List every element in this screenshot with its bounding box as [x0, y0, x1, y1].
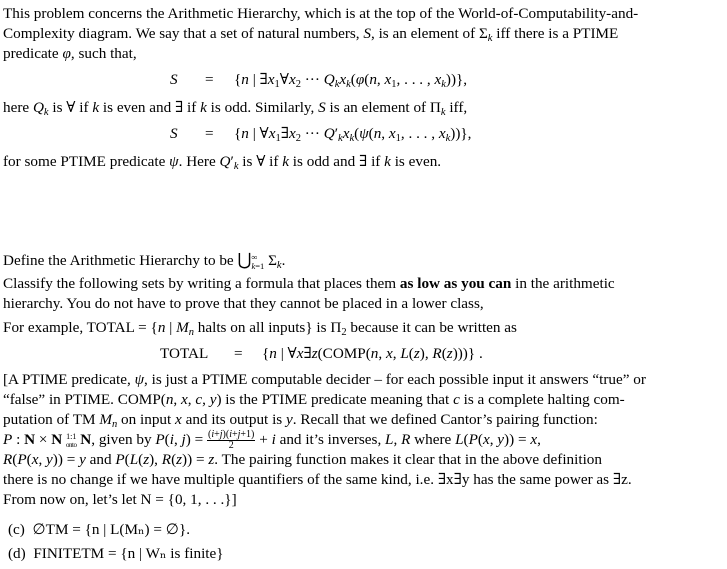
- total-eq-lhs: TOTAL: [160, 345, 209, 362]
- note-line-5: R(P(x, y)) = y and P(L(z), R(z)) = z. The pairing function makes it clear that in the above definition: [3, 451, 602, 468]
- note-line-2: “false” in PTIME. COMP(n, x, c, y) is the PTIME predicate meaning that c is a complete halting com-: [3, 391, 625, 408]
- eq1-lhs: S: [170, 71, 178, 88]
- note-line-4: P : N × N 1:1 onto N, given by P(i, j) = $\frac{(i+j)(i+j+1)}{2}$ + i and it’s inverses, L, R where L(P(x, y)) = x,: [3, 429, 541, 452]
- total-eq-equals: =: [234, 345, 243, 362]
- classify-line-1: Classify the following sets by writing a formula that places them as low as you can in the arithmetic: [3, 275, 615, 292]
- eq1-rhs: {n | $\exists x_1\forall x_2$ ··· $Q_kx_k(\varphi(n$, $x_1$, . . . , $x_k$))},: [234, 71, 468, 90]
- intro-line-3: predicate φ, such that,: [3, 45, 137, 62]
- example-line: For example, TOTAL = {n | $M_n$ halts on all inputs} is $\Pi_2$ because it can be written as: [3, 319, 517, 338]
- define-line: Define the Arithmetic Hierarchy to be ⋃ ∞ k=1 $\Sigma_k$.: [3, 250, 286, 271]
- eq1-equals: =: [205, 71, 214, 88]
- classify-line-2: hierarchy. You do not have to prove that they cannot be placed in a lower class,: [3, 295, 484, 312]
- eq2-lhs: S: [170, 125, 178, 142]
- intro-line-1: This problem concerns the Arithmetic Hierarchy, which is at the top of the World-of-Computability-and-: [3, 5, 639, 22]
- note-line-3: putation of TM $M_n$ on input x and its output is y. Recall that we defined Cantor’s pairing function:: [3, 411, 598, 430]
- item-c: (c) ∅TM = {n | L(Mₙ) = ∅}.: [8, 521, 191, 538]
- intro-line-2: Complexity diagram. We say that a set of natural numbers, S, is an element of $\Sigma_k$ iff there is a PTIME: [3, 25, 619, 44]
- eq2-equals: =: [205, 125, 214, 142]
- note-line-6: there is no change if we have multiple quantifiers of the same kind, i.e. ∃x∃y has the same power as ∃z.: [3, 471, 632, 488]
- note-line-1: [A PTIME predicate, ψ, is just a PTIME computable decider – for each possible input it answers “true” or: [3, 371, 646, 388]
- eq2-rhs: {n | $\forall x_1\exists x_2$ ··· $Q'_kx_k(\psi(n$, $x_1$, . . . , $x_k$))},: [234, 125, 472, 144]
- total-eq-rhs: {n | ∀x∃z(COMP(n, x, L(z), R(z)))} .: [262, 345, 483, 362]
- mid-line: here $Q_k$ is ∀ if k is even and ∃ if k is odd. Similarly, S is an element of $\Pi_k$ iff,: [3, 99, 468, 118]
- after-eq2-line: for some PTIME predicate ψ. Here $Q'_k$ is ∀ if k is odd and ∃ if k is even.: [3, 153, 442, 172]
- item-d: (d) FINITETM = {n | Wₙ is finite}: [8, 545, 224, 562]
- note-line-7: From now on, let’s let N = {0, 1, . . .}]: [3, 491, 237, 508]
